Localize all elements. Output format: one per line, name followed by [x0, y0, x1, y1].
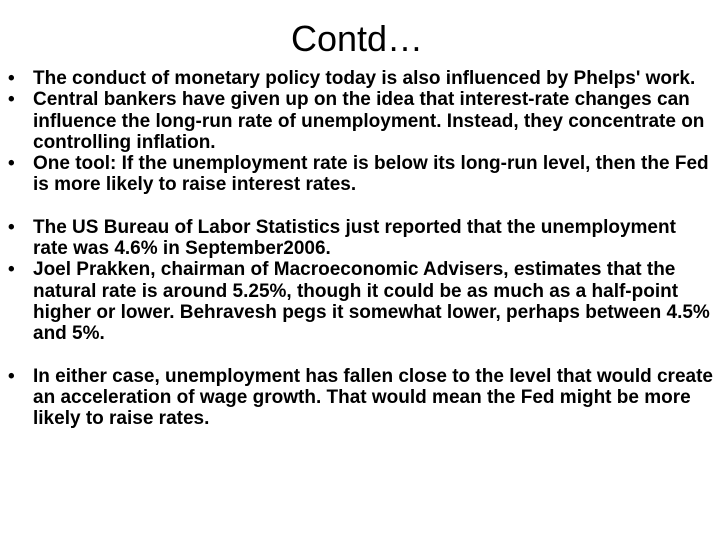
bullet-item: [0, 217, 716, 260]
slide-title-text: Contd…: [290, 18, 424, 59]
bullet-group-3: [0, 366, 716, 430]
bullet-list: [0, 68, 716, 429]
bullet-item: [0, 89, 716, 153]
bullet-item: [0, 259, 716, 344]
bullet-item: [0, 153, 716, 196]
bullet-text: The conduct of monetary policy today is also influenced by Phelps' work.: [33, 68, 696, 89]
bullet-item: [0, 366, 716, 430]
bullet-icon: •: [8, 216, 15, 238]
bullet-text: Joel Prakken, chairman of Macroeconomic Advisers, estimates that the natural rate is around 5.25%, though it could be as much as a half-point higher or lower. Behravesh pegs it somewhat lower, perhaps between 4.5% and 5%.: [33, 259, 710, 345]
bullet-icon: •: [8, 89, 15, 111]
bullet-text: One tool: If the unemployment rate is below its long-run level, then the Fed is more likely to raise interest rates.: [33, 153, 709, 196]
bullet-icon: •: [8, 259, 15, 281]
bullet-group-1: [0, 68, 716, 196]
bullet-icon: •: [8, 365, 15, 387]
bullet-text: In either case, unemployment has fallen close to the level that would create an acceleration of wage growth. That would mean the Fed might be more likely to raise rates.: [33, 365, 713, 430]
bullet-item: [0, 68, 716, 89]
bullet-text: The US Bureau of Labor Statistics just reported that the unemployment rate was 4.6% in September2006.: [33, 216, 676, 260]
slide-title: [0, 18, 720, 60]
bullet-icon: •: [8, 68, 15, 89]
bullet-text: Central bankers have given up on the idea that interest-rate changes can influence the long-run rate of unemployment. Instead, they concentrate on controlling inflation.: [33, 89, 705, 153]
bullet-icon: •: [8, 153, 15, 175]
bullet-group-2: [0, 217, 716, 345]
